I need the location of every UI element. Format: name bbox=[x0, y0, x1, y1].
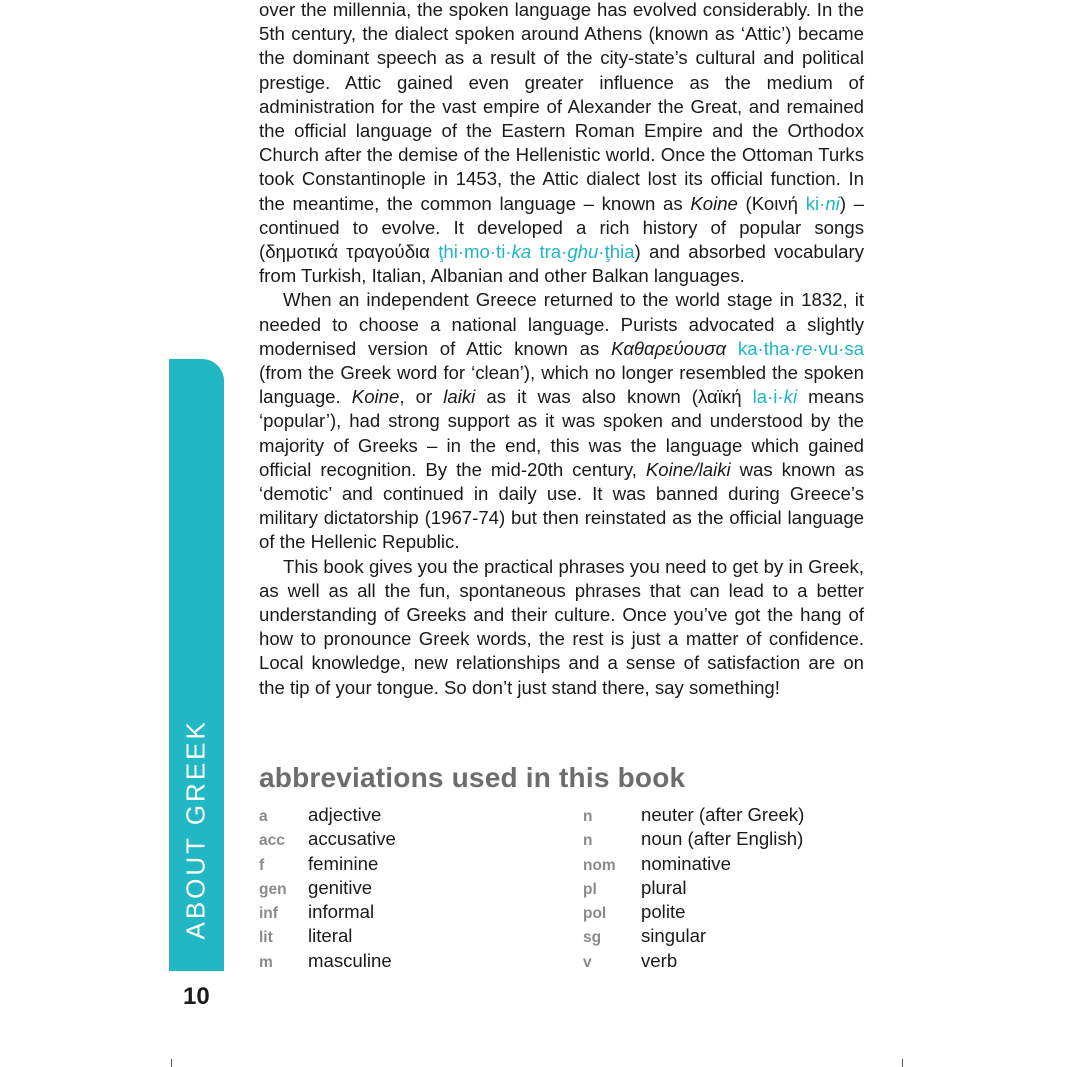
abbreviation-row bbox=[259, 803, 396, 827]
abbreviation-code: nom bbox=[583, 856, 616, 874]
italic-text: Koine bbox=[690, 192, 738, 214]
abbreviation-code: a bbox=[259, 808, 268, 825]
abbreviation-definition: feminine bbox=[308, 852, 379, 874]
abbreviation-definition: noun (after English) bbox=[641, 828, 804, 850]
pronunciation-text: ·vu·sa bbox=[812, 337, 864, 359]
pronunciation-text: ka bbox=[511, 241, 532, 263]
paragraph-2: When an independent Greece returned to the world stage in 1832, it needed to choose a national language. Purists advocated a slightly modernised version of Attic known as Καθαρεύουσα ka·tha·re·vu·sa (from the Greek word for ‘clean’), which no longer resembled the spoken language. Koine, or laiki as it was also known (λαϊκή la·i·ki means ‘popular’), had strong support as it was spoken and understood by the majority of Greeks – in the end, this was the language which gained official recognition. By the mid-20th century, Koine/laiki was known as ‘demotic’ and continued in daily use. It was banned during Greece’s military dictatorship (1967-74) but then reinstated as the official language of the Hellenic Republic. bbox=[259, 289, 865, 553]
body-text bbox=[259, 0, 864, 700]
abbreviation-row bbox=[583, 827, 804, 851]
abbreviation-code: f bbox=[259, 856, 265, 874]
paragraph-3: This book gives you the practical phrases you need to get by in Greek, as well as all the fun, spontaneous phrases that can lead to a better understanding of Greeks and their culture. Once you’ve got the hang of how to pronounce Greek words, the rest is just a matter of confidence. Local knowledge, new relationships and a sense of satisfaction are on the tip of your tongue. So don’t just stand there, say something! bbox=[259, 555, 864, 698]
abbreviation-code: lit bbox=[259, 929, 273, 947]
abbreviation-definition: informal bbox=[308, 901, 375, 923]
pronunciation-text: ghu bbox=[567, 241, 599, 263]
chapter-tab-label: ABOUT GREEK bbox=[180, 719, 211, 940]
abbreviation-code: acc bbox=[259, 832, 285, 850]
abbreviation-code: n bbox=[583, 808, 593, 825]
abbreviation-code: sg bbox=[583, 929, 602, 947]
italic-text: Καθαρεύουσα bbox=[611, 337, 727, 359]
abbreviation-row bbox=[259, 852, 396, 876]
abbreviation-definition: verb bbox=[641, 949, 678, 971]
pronunciation-text: ki bbox=[783, 386, 798, 408]
abbreviations-left-column bbox=[259, 803, 396, 973]
abbreviation-row bbox=[583, 949, 804, 973]
crop-mark-right bbox=[902, 1059, 903, 1067]
crop-mark-left bbox=[171, 1059, 172, 1067]
abbreviations-right-column bbox=[583, 803, 804, 973]
abbreviation-definition: plural bbox=[641, 876, 687, 898]
abbreviation-definition: nominative bbox=[641, 852, 731, 874]
abbreviation-definition: genitive bbox=[308, 876, 373, 898]
chapter-side-tab bbox=[169, 359, 224, 971]
abbreviation-definition: accusative bbox=[308, 828, 396, 850]
italic-text: Koine bbox=[351, 386, 400, 408]
abbreviation-row bbox=[259, 876, 396, 900]
abbreviation-row bbox=[259, 900, 396, 924]
pronunciation-text: tra· bbox=[531, 241, 568, 263]
abbreviation-row bbox=[259, 924, 396, 948]
abbreviation-code: n bbox=[583, 832, 593, 850]
abbreviation-row bbox=[583, 876, 804, 900]
pronunciation-text: ki· bbox=[805, 192, 826, 214]
abbreviation-definition: polite bbox=[641, 901, 686, 923]
pronunciation-text: la·i· bbox=[752, 386, 784, 408]
abbreviations-heading: abbreviations used in this book bbox=[259, 762, 686, 793]
abbreviation-definition: literal bbox=[308, 925, 353, 947]
pronunciation-text: ·ţhia bbox=[598, 241, 635, 263]
abbreviation-definition: neuter (after Greek) bbox=[641, 804, 805, 825]
abbreviation-definition: singular bbox=[641, 925, 707, 947]
abbreviation-row bbox=[259, 827, 396, 851]
pronunciation-text: ni bbox=[825, 192, 840, 214]
abbreviation-row bbox=[583, 852, 804, 876]
pronunciation-text: ka·tha· bbox=[737, 337, 796, 359]
abbreviation-code: gen bbox=[259, 880, 287, 898]
italic-text: laiki bbox=[443, 386, 476, 408]
abbreviation-code: m bbox=[259, 953, 273, 971]
pronunciation-text: ţhi·mo·ti· bbox=[438, 241, 512, 263]
abbreviation-row bbox=[259, 949, 396, 973]
abbreviation-code: v bbox=[583, 953, 592, 971]
abbreviation-code: pol bbox=[583, 905, 607, 923]
abbreviation-code: inf bbox=[259, 905, 278, 923]
abbreviation-row bbox=[583, 900, 804, 924]
italic-text: Koine/laiki bbox=[645, 458, 731, 480]
abbreviation-code: pl bbox=[583, 880, 597, 898]
pronunciation-text: re bbox=[795, 337, 813, 359]
abbreviation-row bbox=[583, 803, 804, 827]
abbreviation-definition: adjective bbox=[308, 804, 382, 825]
abbreviation-definition: masculine bbox=[308, 949, 392, 971]
paragraph-1: over the millennia, the spoken language has evolved considerably. In the 5th century, the dialect spoken around Athens (known as ‘Attic’) became the dominant speech as a result of the city-state’s cultural and political prestige. Attic gained even greater influence as the medium of administration for the vast empire of Alexander the Great, and remained the official language of the Eastern Roman Empire and the Orthodox Church after the demise of the Hellenistic world. Once the Ottoman Turks took Constantinople in 1453, the Attic dialect lost its official function. In the meantime, the common language – known as Koine (Κοινή ki·ni) – continued to evolve. It developed a rich history of popular songs (δημοτικά τραγούδια ţhi·mo·ti·ka tra·ghu·ţhia) and absorbed vocabulary from Turkish, Italian, Albanian and other Balkan languages. bbox=[259, 0, 865, 287]
abbreviation-row bbox=[583, 924, 804, 948]
page-number: 10 bbox=[183, 983, 210, 1010]
